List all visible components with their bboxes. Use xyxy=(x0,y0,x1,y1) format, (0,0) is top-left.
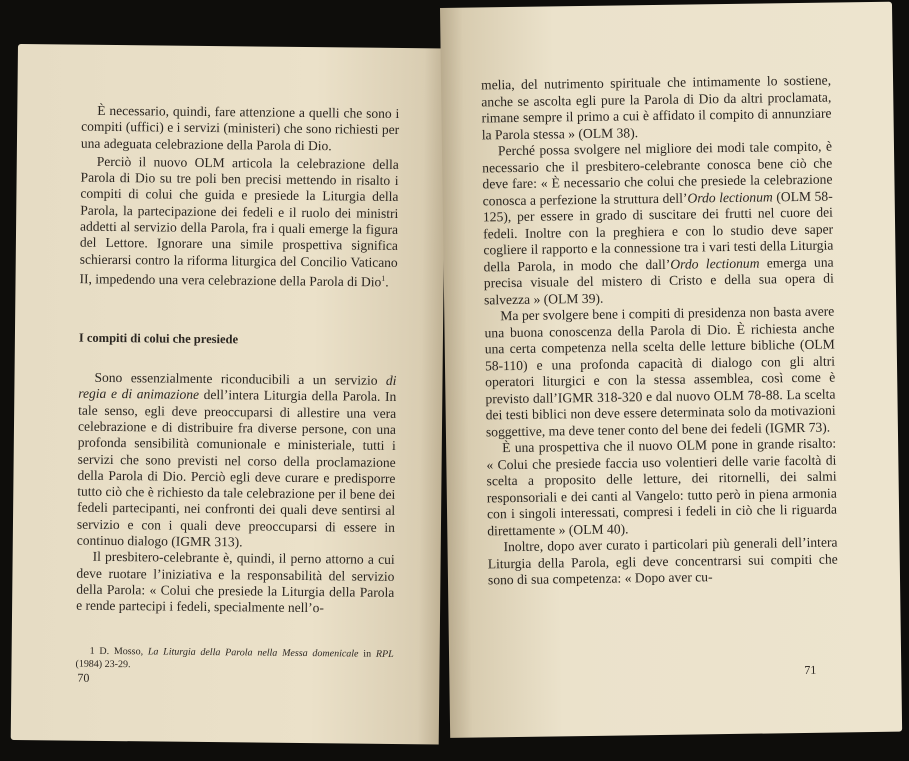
left-paragraph-1: È necessario, quindi, fare attenzione a quelli che sono i compiti (uffici) e i servizi (ministeri) che sono richiesti per una adeguata celebrazione della Parola di Dio. xyxy=(80,102,400,153)
right-page-text xyxy=(481,73,838,589)
section-paragraph-1: Sono essenzialmente riconducibili a un servizio di regia e di animazione dell’intera Liturgia della Parola. In tale senso, egli deve preoccuparsi di allestire una vera celebrazione e di distribuire fra diverse persone, con una profonda sensibilità comunionale e ministeriale, tutti i servizi che sono previsti nel corso della proclamazione della Parola di Dio. Perciò egli deve curare e predisporre tutto ciò che è richiesto da tale celebrazione per il bene dei fedeli partecipanti, nei confronti dei quali deve sentirsi al servizio e con i quali deve preoccuparsi di essere in continuo dialogo (IGMR 313). xyxy=(76,369,397,550)
right-paragraph-2: Perché possa svolgere nel migliore dei modi tale compito, è necessario che il presbitero-celebrante conosca bene ciò che deve fare: « È necessario che colui che presiede la celebrazione conosca a perfezione la struttura dell’Ordo lectionum (OLM 58-125), per essere in grado di suscitare dei frutti nel cuore dei fedeli. Inoltre con la preghiera e con lo studio deve saper cogliere il rapporto e la connessione tra i vari testi della Liturgia della Parola, in modo che dall’Ordo lectionum emerga una precisa visuale del mistero di Cristo e della sua opera di salvezza » (OLM 39). xyxy=(482,138,834,307)
right-paragraph-3: Ma per svolgere bene i compiti di presidenza non basta avere una buona conoscenza della Parola di Dio. È richiesta anche una certa competenza nella scelta delle letture bibliche (OLM 58-110) e una profonda capacità di dialogo con gli altri operatori liturgici e con la stessa assemblea, così come è previsto dall’IGMR 318-320 e dal nuovo OLM 78-88. La scelta dei testi biblici non deve essere determinata solo da motivazioni soggettive, ma deve tener conto del bene dei fedeli (IGMR 73). xyxy=(484,303,836,439)
footnote-ref: 1 xyxy=(381,273,386,283)
footnote: 1 D. Mosso, La Liturgia della Parola nella Messa domenicale in RPL (1984) 23-29. xyxy=(75,645,394,670)
right-paragraph-5: Inoltre, dopo aver curato i particolari più generali dell’intera Liturgia della Parola, egli deve concentrarsi sui compiti che sono di sua competenza: « Dopo aver cu- xyxy=(487,534,838,588)
right-paragraph-4: È una prospettiva che il nuovo OLM pone in grande risalto: « Colui che presiede faccia uso volentieri delle varie facoltà di scelta a proposito delle letture, dei ritornelli, dei salmi responsoriali e dei canti al Vangelo: tutto però in piena armonia con i singoli interessati, compresi i fedeli in ciò che li riguarda direttamente » (OLM 40). xyxy=(486,435,838,538)
left-page xyxy=(11,44,446,744)
page-number-right: 71 xyxy=(804,662,817,677)
section-paragraph-2: Il presbitero-celebrante è, quindi, il perno attorno a cui deve ruotare l’iniziativa e la responsabilità del servizio della Parola: « Colui che presiede la Liturgia della Parola e rende partecipi i fedeli, specialmente nell’o- xyxy=(76,549,395,616)
left-page-text xyxy=(75,103,399,674)
section-heading: I compiti di colui che presiede xyxy=(78,330,239,347)
left-paragraph-2: Perciò il nuovo OLM articola la celebrazione della Parola di Dio su tre poli ben precisi mettendo in risalto i compiti di colui che guida e presiede la Liturgia della Parola, la partecipazione dei fedeli e il ruolo dei ministri addetti al servizio della Parola, fra i quali emerge la figura del Lettore. Ignorare una simile prospettiva significa schierarsi contro la riforma liturgica del Concilio Vaticano II, impedendo una vera celebrazione della Parola di Dio$^1$. xyxy=(79,153,399,290)
right-paragraph-1: melia, del nutrimento spirituale che intimamente lo sostiene, anche se ascolta egli pure la Parola di Dio da altri proclamata, rimane sempre il primo a cui è affidato il compito di annunziare la Parola stessa » (OLM 38). xyxy=(480,72,832,142)
right-page xyxy=(440,2,902,738)
page-number-left: 70 xyxy=(77,670,90,685)
